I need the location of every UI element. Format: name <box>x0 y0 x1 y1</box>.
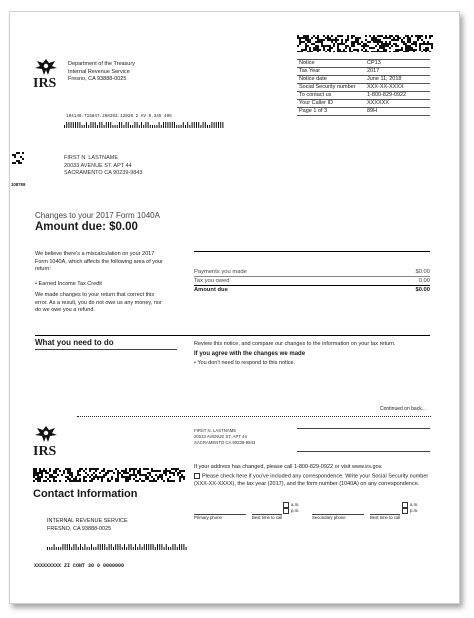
summary-row <box>194 277 430 286</box>
irs-eagle-icon <box>33 58 59 78</box>
tracking-line: 104149.715847.288293.12020 2 AV 0.345 495 <box>66 114 172 119</box>
intro-paragraph: We believe there's a miscalculation on your 2017 Form 1040A, which affects the following area of your return: <box>35 251 163 272</box>
notice-table-label: Tax Year <box>297 68 365 76</box>
recipient-city: SACRAMENTO CA 90239-9843 <box>64 170 143 176</box>
recipient-address <box>64 155 142 178</box>
agree-bullet-label: You don't need to respond to this notice. <box>197 360 296 366</box>
notice-table-label: Notice date <box>297 76 365 84</box>
am-checkbox-1[interactable] <box>283 502 289 508</box>
summary-table <box>194 268 430 294</box>
stub-barcode <box>33 468 185 482</box>
side-number: 108789 <box>11 182 26 187</box>
stub-irs-logo-text: IRS <box>33 444 57 459</box>
notice-table-row <box>297 92 430 100</box>
notice-table-value: 89H <box>365 108 430 116</box>
notice-table-row <box>297 108 430 116</box>
stub-irs-address <box>47 518 128 533</box>
ampm-options-2 <box>402 502 418 514</box>
pm-label-1: p.m. <box>291 508 300 514</box>
agency-address <box>68 61 135 84</box>
notice-table-label: Page 1 of 3 <box>297 108 365 116</box>
notice-table-value: 1-800-829-0922 <box>365 92 430 100</box>
summary-value: 0.00 <box>418 278 430 284</box>
notice-subtitle: Changes to your 2017 Form 1040A <box>35 211 160 220</box>
summary-label: Amount due <box>194 287 228 293</box>
stub-recipient-street: 20033 AVENUE ST. APT 44 <box>194 434 247 439</box>
best-time-label-2: Best time to call <box>370 515 401 520</box>
scan-line: XXXXXXXXX ZI CONT 30 0 0000000 <box>34 563 125 569</box>
ampm-options-1 <box>283 502 299 514</box>
correspondence-checkbox[interactable] <box>194 473 200 479</box>
pm-label-2: p.m. <box>410 508 419 514</box>
summary-value: $0.00 <box>415 269 430 275</box>
correspondence-text: Please check here if you've included any correspondence. Write your Social Security number (XXX-XX-XXXX), the tax year (2017), and the form number (1040A) on any correspondence. <box>194 473 429 487</box>
summary-top-rule <box>194 251 430 252</box>
irs-logo-text: IRS <box>33 76 57 91</box>
agency-name-line1: Department of the Treasury <box>68 61 135 67</box>
stub-postal-barcode <box>47 544 187 550</box>
correction-paragraph: We made changes to your return that correct this error. As a result, you do not owe us any money, nor do we owe you a refund. <box>35 292 162 313</box>
summary-row <box>194 286 430 294</box>
what-you-need-underline <box>35 349 177 350</box>
notice-table-value: XXX-XX-XXXX <box>365 84 430 92</box>
primary-phone-label: Primary phone <box>194 515 222 520</box>
am-label-1: a.m. <box>291 502 300 508</box>
notice-table-row <box>297 84 430 92</box>
best-time-label: Best time to call <box>252 515 283 520</box>
stub-right-rule2 <box>297 451 430 452</box>
stub-recipient-city: SACRAMENTO CA 90239-9843 <box>194 440 256 445</box>
notice-table-value: June 11, 2018 <box>365 76 430 84</box>
summary-label: Payments you made <box>194 269 247 275</box>
stub-right-rule1 <box>297 428 430 429</box>
section-rule <box>35 335 430 336</box>
bullet-item-eitc: • Earned Income Tax Credit <box>35 281 102 287</box>
review-text: Review this notice, and compare our changes to the information on your tax return. <box>194 341 396 347</box>
notice-table-label: To contact us <box>297 92 365 100</box>
qr-code <box>12 152 24 164</box>
contact-info-heading: Contact Information <box>33 488 138 500</box>
recipient-street: 20033 AVENUE ST. APT 44 <box>64 162 132 169</box>
notice-table-label: Your Caller ID <box>297 100 365 108</box>
what-you-need-heading: What you need to do <box>35 338 114 347</box>
amount-due-heading: Amount due: $0.00 <box>35 221 138 233</box>
address-change-note: If your address has changed, please call 1-800-829-0922 or visit www.irs.gov. <box>194 464 383 470</box>
agency-name-line2: Internal Revenue Service <box>68 68 130 75</box>
notice-table-row <box>297 76 430 84</box>
am-checkbox-2[interactable] <box>402 502 408 508</box>
stub-irs-eagle-icon <box>33 425 59 445</box>
notice-table-value: XXXXXX <box>365 100 430 108</box>
notice-table-value: 2017 <box>365 68 430 76</box>
correspondence-check <box>194 473 434 488</box>
notice-info-table <box>297 59 430 116</box>
notice-table-label: Social Security number <box>297 84 365 92</box>
notice-table-row <box>297 100 430 108</box>
summary-label: Tax you owed <box>194 278 230 284</box>
am-label-2: a.m. <box>410 502 419 508</box>
agency-name-line3: Fresno, CA 93888-0025 <box>68 76 127 82</box>
continued-note: Continued on back... <box>380 406 426 412</box>
summary-value: $0.00 <box>415 287 430 293</box>
notice-table-row <box>297 60 430 68</box>
tracking-barcode <box>64 122 224 128</box>
agree-bullet-item: • You don't need to respond to this notice. <box>194 360 296 366</box>
notice-table-value: CP13 <box>365 60 430 68</box>
notice-table-row <box>297 68 430 76</box>
stub-recipient-address <box>194 428 255 446</box>
pm-checkbox-1[interactable] <box>283 508 289 514</box>
agree-heading: If you agree with the changes we made <box>194 351 306 357</box>
top-barcode <box>297 35 433 52</box>
stub-irs-line1: INTERNAL REVENUE SERVICE <box>47 518 128 524</box>
stub-recipient-name: FIRST N. LASTNAME <box>194 428 237 433</box>
cut-line <box>77 416 431 417</box>
notice-table-label: Notice <box>297 60 365 68</box>
recipient-name: FIRST N. LASTNAME <box>64 155 118 161</box>
pm-checkbox-2[interactable] <box>402 508 408 514</box>
summary-row <box>194 268 430 277</box>
bullet-item-label: Earned Income Tax Credit <box>38 281 102 287</box>
stub-irs-line2: FRESNO, CA 93888-0025 <box>47 525 112 532</box>
secondary-phone-label: Secondary phone <box>312 515 346 520</box>
